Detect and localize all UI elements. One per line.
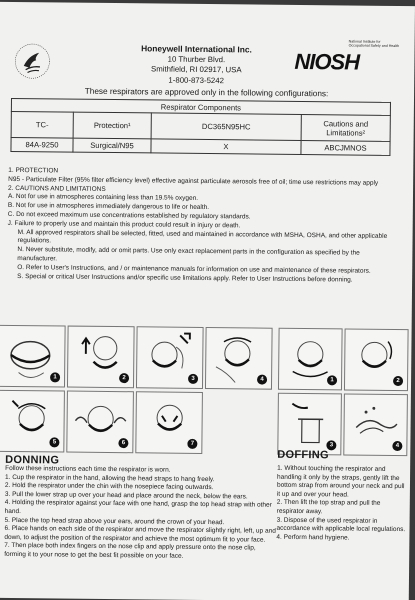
note-line: 2. CAUTIONS AND LIMITATIONS xyxy=(8,184,106,193)
donning-step-illustration xyxy=(0,325,66,388)
doffing-step: 1. Without touching the respirator and handling it only by the straps, gently lift the bottom strap from around your neck and pull it up and over your head. xyxy=(276,464,405,499)
step-number-badge: 7 xyxy=(187,439,197,449)
donning-step-illustration xyxy=(205,327,273,390)
doffing-title: DOFFING xyxy=(277,448,329,462)
donning-step: 6. Place hands on each side of the respirator and move the respirator slightly right, left, up and down, to adjust the position of the respirator and achieve the most optimum fit to your face. xyxy=(4,525,276,544)
donning-intro: Follow these instructions each time the respirator is worn. xyxy=(5,464,171,474)
table-header: TC- xyxy=(11,111,73,138)
illustration-panels xyxy=(0,325,412,457)
company-address xyxy=(111,43,281,87)
note-line: N. Never substitute, modify, add or omit parts. Use only exact replacement parts in the configuration as specified by the manufacturer. xyxy=(17,246,360,263)
donning-step: 4. Holding the respirator against your face with one hand, grasp the top head strap with other hand. xyxy=(4,499,272,516)
donning-step-illustration xyxy=(136,326,204,389)
donning-step: 1. Cup the respirator in the hand, allowing the head straps to hang freely. xyxy=(4,473,215,483)
donning-step: 7. Then place both index fingers on the nose clip and apply pressure onto the nose clip, forming it to your nose to get the best fit possible on your face. xyxy=(4,542,256,560)
doffing-step: 2. Then lift the top strap and pull the respirator away. xyxy=(276,499,381,516)
step-number-badge: 4 xyxy=(257,375,267,385)
donning-step-illustration xyxy=(135,391,203,454)
protection-and-limitations xyxy=(7,167,400,285)
doffing-step: 4. Perform hand hygiene. xyxy=(276,533,350,542)
note-line: S. Special or critical User Instructions and/or specific use limitations apply. Refer to User Instructions before donning. xyxy=(17,272,353,284)
table-cell: Surgical/N95 xyxy=(73,138,151,153)
niosh-logo xyxy=(288,37,400,78)
note-line: C. Do not exceed maximum use concentrations established by regulatory standards. xyxy=(7,210,251,221)
doffing-step: 3. Dispose of the used respirator in accordance with applicable local regulations. xyxy=(276,516,406,534)
doffing-instructions xyxy=(276,465,407,544)
step-number-badge: 2 xyxy=(119,373,129,383)
respirator-components-table xyxy=(10,98,391,156)
donning-step-illustration xyxy=(66,391,134,454)
note-line: N95 - Particulate Filter (95% filter efficiency level) effective against particulate aerosols free of oil; time use restrictions may apply xyxy=(8,175,379,187)
step-number-badge: 3 xyxy=(188,374,198,384)
doffing-step-illustration xyxy=(344,328,409,391)
table-cell: 84A-9250 xyxy=(11,137,73,152)
donning-step: 5. Place the top head strap above your ears, around the crown of your head. xyxy=(4,516,225,526)
step-number-badge: 3 xyxy=(326,440,336,450)
table-cell: X xyxy=(151,139,301,155)
note-line: O. Refer to User's Instructions, and / or maintenance manuals for information on use and maintenance of these respirators. xyxy=(17,263,371,275)
table-cell: ABCJMNOS xyxy=(301,140,390,155)
table-header: Cautions and Limitations² xyxy=(301,114,390,141)
donning-step-illustration xyxy=(67,326,135,389)
table-header: Protection¹ xyxy=(73,112,151,139)
address-line-1: 10 Thurber Blvd. xyxy=(167,54,226,64)
note-line: M. All approved respirators shall be selected, fitted, used and maintained in accordance with MSHA, OSHA, and other applicable regulations. xyxy=(17,228,388,245)
step-number-badge: 1 xyxy=(327,375,337,385)
hhs-eagle-icon xyxy=(13,42,51,80)
note-line: 1. PROTECTION xyxy=(8,166,59,175)
step-number-badge: 4 xyxy=(392,441,402,451)
company-name: Honeywell International Inc. xyxy=(141,43,252,55)
doffing-step-illustration xyxy=(278,328,343,391)
donning-step: 2. Hold the respirator under the chin with the nosepiece facing outwards. xyxy=(4,482,214,492)
step-number-badge: 6 xyxy=(118,438,128,448)
phone-number: 1-800-873-5242 xyxy=(168,75,225,85)
header xyxy=(0,30,415,94)
step-number-badge: 2 xyxy=(393,376,403,386)
note-line: B. Not for use in atmospheres immediately dangerous to life or health. xyxy=(7,202,210,212)
note-line: A. Not for use in atmospheres containing less than 19.5% oxygen. xyxy=(7,193,199,203)
table-header: DC365N95HC xyxy=(151,113,301,141)
step-number-badge: 1 xyxy=(50,372,60,382)
niosh-tagline: National Institute for Occupational Safety and Health xyxy=(348,39,400,49)
donning-title: DONNING xyxy=(5,453,60,467)
niosh-wordmark: NIOSH xyxy=(294,48,360,75)
note-line: J. Failure to properly use and maintain this product could result in injury or death. xyxy=(7,219,241,230)
table-caption: Respirator Components xyxy=(11,98,390,115)
donning-instructions xyxy=(4,465,277,562)
approved-configurations-text: These respirators are approved only in the following configurations: xyxy=(84,86,329,99)
doffing-step-illustration xyxy=(277,393,342,456)
doffing-step-illustration xyxy=(343,393,408,456)
address-line-2: Smithfield, RI 02917, USA xyxy=(150,64,242,75)
donning-step-illustration xyxy=(0,390,65,453)
instruction-sheet xyxy=(0,2,415,600)
step-number-badge: 5 xyxy=(49,437,59,447)
donning-step: 3. Pull the lower strap up over your head and place around the neck, below the ears. xyxy=(4,490,248,501)
